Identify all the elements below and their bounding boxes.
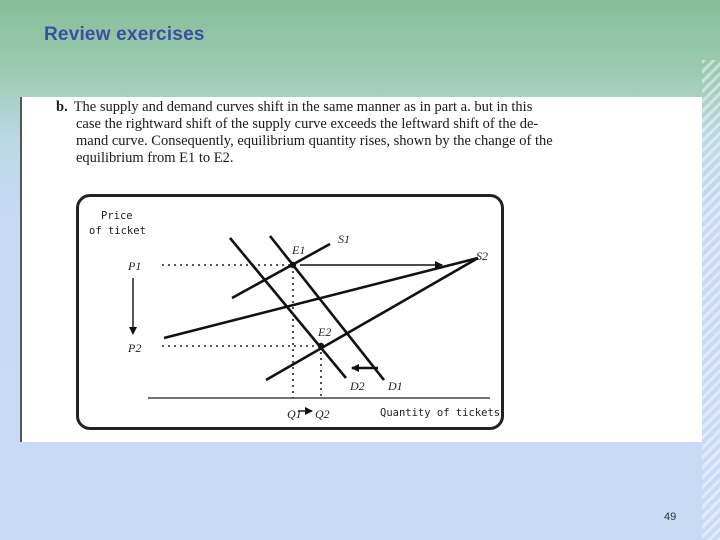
excerpt-line-1: b. The supply and demand curves shift in the same manner as in part a. but in this <box>56 99 533 115</box>
part-marker: b. <box>56 99 68 115</box>
equilibrium-point-1 <box>290 262 296 268</box>
excerpt-line-4: equilibrium from E1 to E2. <box>76 150 234 166</box>
quantity-2-label: Q2 <box>315 407 330 421</box>
y-axis-label-line2: of ticket <box>89 225 146 237</box>
equilibrium-2-label: E2 <box>318 325 332 339</box>
equilibrium-1-label: E1 <box>292 243 306 257</box>
supply-curve-1 <box>232 244 330 298</box>
page-number: 49 <box>664 511 677 523</box>
x-axis-label: Quantity of tickets <box>380 407 501 419</box>
demand-2-label: D2 <box>350 379 365 393</box>
price-1-label: P1 <box>128 259 142 273</box>
supply-1-label: S1 <box>338 232 350 246</box>
price-2-label: P2 <box>128 341 142 355</box>
slide-title: Review exercises <box>44 24 205 45</box>
excerpt-line-2: case the rightward shift of the supply curve exceeds the leftward shift of the de- <box>76 116 539 132</box>
quantity-1-label: Q1 <box>287 407 302 421</box>
demand-1-label: D1 <box>388 379 403 393</box>
excerpt-line-3: mand curve. Consequently, equilibrium quantity rises, shown by the change of the <box>76 133 553 149</box>
y-axis-label-line1: Price <box>101 210 133 222</box>
supply-2-label: S2 <box>476 249 488 263</box>
equilibrium-point-2 <box>318 343 324 349</box>
